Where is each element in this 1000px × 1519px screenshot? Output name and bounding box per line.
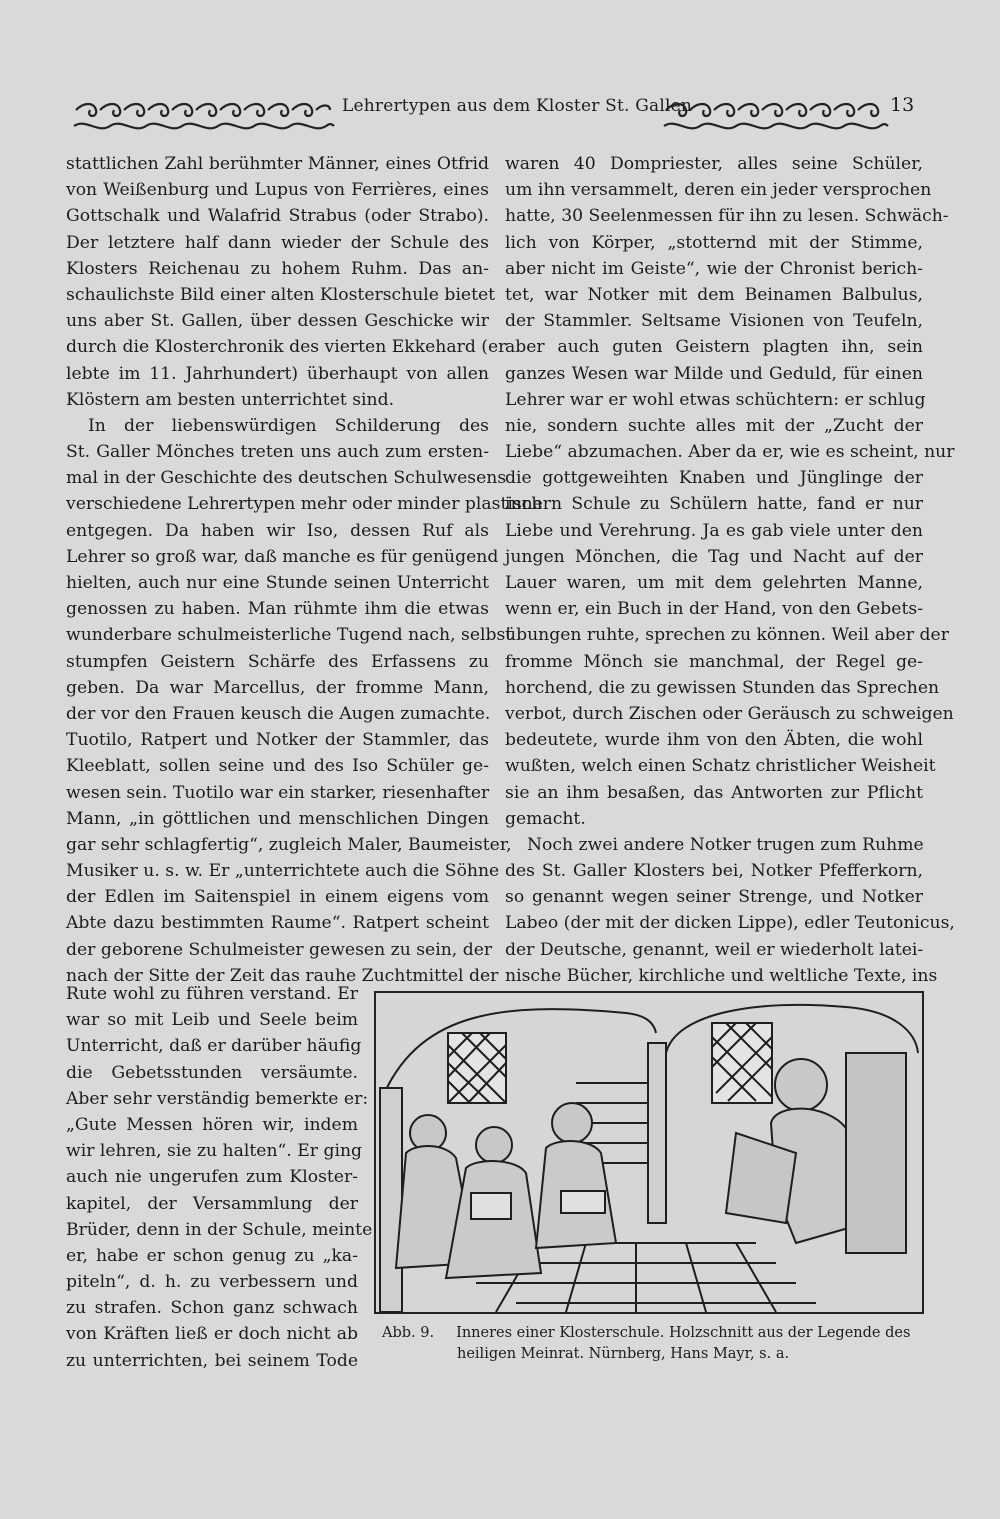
text-line: Unterricht, daß er darüber häufig (66, 1036, 362, 1057)
header-title: Lehrertypen aus dem Kloster St. Gallen (342, 96, 693, 116)
text-line: wir lehren, sie zu halten“. Er ging (66, 1141, 363, 1162)
text-line: durch die Klosterchronik des vierten Ekkehard (er (66, 337, 507, 358)
text-line: bedeutete, wurde ihm von den Äbten, die wohl (505, 730, 923, 751)
text-line: fromme Mönch sie manchmal, der Regel ge- (505, 651, 923, 672)
text-line: stumpfen Geistern Schärfe des Erfassens zu (66, 651, 489, 672)
text-line: Klosters Reichenau zu hohem Ruhm. Das an- (66, 258, 489, 279)
text-line: der geborene Schulmeister gewesen zu sein, der (66, 939, 493, 960)
left-column-text (66, 151, 543, 989)
text-line: auch nie ungerufen zum Kloster- (66, 1167, 358, 1188)
text-line: hatte, 30 Seelenmessen für ihn zu lesen. Schwäch- (505, 206, 949, 227)
figure-label: Abb. 9. (382, 1325, 435, 1341)
text-line: sie an ihm besaßen, das Antworten zur Pflicht (505, 782, 923, 803)
text-line: Rute wohl zu führen verstand. Er (66, 984, 358, 1004)
caption-line-1: Inneres einer Klosterschule. Holzschnitt aus der Legende des (456, 1325, 911, 1341)
text-line: aber auch guten Geistern plagten ihn, sein (505, 337, 923, 358)
text-line: Liebe und Verehrung. Ja es gab viele unter den (505, 520, 923, 541)
text-line: Klöstern am besten unterrichtet sind. (66, 389, 395, 410)
text-line: nische Bücher, kirchliche und weltliche Texte, ins (505, 965, 938, 986)
text-line: Musiker u. s. w. Er „unterrichtete auch die Söhne (66, 861, 500, 882)
text-line: aber nicht im Geiste“, wie der Chronist berich- (505, 258, 923, 279)
caption-line-2: heiligen Meinrat. Nürnberg, Hans Mayr, s. a. (457, 1346, 790, 1362)
text-line: nach der Sitte der Zeit das rauhe Zuchtmittel der (66, 965, 499, 986)
ornament-right-icon (662, 100, 888, 132)
text-line: Liebe“ abzumachen. Aber da er, wie es scheint, nur (505, 442, 955, 463)
text-line: von Weißenburg und Lupus von Ferrières, eines (66, 180, 489, 201)
text-line: hielten, auch nur eine Stunde seinen Unterricht (66, 573, 489, 593)
text-line: wesen sein. Tuotilo war ein starker, riesenhafter (66, 782, 490, 803)
text-line: mal in der Geschichte des deutschen Schulwesens (66, 468, 507, 489)
ornament-left-icon (72, 100, 334, 132)
text-line: geben. Da war Marcellus, der fromme Mann, (66, 677, 489, 698)
text-line: schaulichste Bild einer alten Klosterschule bietet (66, 284, 496, 305)
bottom-left-column-text (66, 981, 373, 1374)
text-line: der Stammler. Seltsame Visionen von Teufeln, (505, 311, 923, 332)
right-column-text (505, 151, 955, 989)
text-line: „Gute Messen hören wir, indem (66, 1114, 358, 1135)
text-line: stattlichen Zahl berühmter Männer, eines Otfrid (66, 154, 489, 174)
text-line: gar sehr schlagfertig“, zugleich Maler, Baumeister, (66, 834, 512, 855)
text-line: Der letztere half dann wieder der Schule des (66, 232, 489, 253)
text-line: Brüder, denn in der Schule, meinte (66, 1219, 373, 1240)
text-line: In der liebenswürdigen Schilderung des (88, 415, 489, 436)
text-line: piteln“, d. h. zu verbessern und (66, 1272, 358, 1293)
text-line: kapitel, der Versammlung der (66, 1193, 358, 1214)
text-line: Lehrer war er wohl etwas schüchtern: er schlug (505, 389, 926, 410)
text-line: innern Schule zu Schülern hatte, fand er nur (505, 494, 923, 515)
text-line: waren 40 Dompriester, alles seine Schüler, (505, 154, 923, 174)
running-header (72, 94, 928, 138)
text-line: wunderbare schulmeisterliche Tugend nach, selbst (66, 625, 513, 646)
text-line: zu strafen. Schon ganz schwach (66, 1298, 358, 1319)
text-line: uns aber St. Gallen, über dessen Geschicke wir (66, 311, 489, 332)
text-line: gemacht. (505, 808, 586, 829)
text-line: Labeo (der mit der dicken Lippe), edler Teutonicus, (505, 913, 955, 934)
text-line: die gottgeweihten Knaben und Jünglinge der (505, 468, 923, 489)
text-line: verbot, durch Zischen oder Geräusch zu schweigen (505, 703, 954, 724)
page-number: 13 (890, 94, 915, 116)
text-line: nie, sondern suchte alles mit der „Zucht der (505, 415, 923, 436)
text-line: Mann, „in göttlichen und menschlichen Dingen (66, 808, 489, 829)
woodcut-image-icon (376, 993, 922, 1312)
text-line: Abte dazu bestimmten Raume“. Ratpert scheint (66, 913, 489, 934)
text-line: wußten, welch einen Schatz christlicher Weisheit (505, 756, 936, 777)
text-line: er, habe er schon genug zu „ka- (66, 1245, 358, 1266)
text-line: Aber sehr verständig bemerkte er: (66, 1088, 369, 1109)
text-line: so genannt wegen seiner Strenge, und Notker (505, 887, 923, 908)
text-line: jungen Mönchen, die Tag und Nacht auf der (505, 546, 923, 567)
figure-caption (382, 1323, 922, 1365)
woodcut-illustration (374, 991, 924, 1314)
text-line: Lauer waren, um mit dem gelehrten Manne, (505, 573, 923, 593)
text-line: übungen ruhte, sprechen zu können. Weil aber der (505, 625, 949, 646)
text-line: Gottschalk und Walafrid Strabus (oder Strabo). (66, 206, 489, 227)
text-line: der Deutsche, genannt, weil er wiederholt latei- (505, 939, 924, 960)
text-line: lebte im 11. Jahrhundert) überhaupt von allen (66, 363, 489, 384)
text-line: genossen zu haben. Man rühmte ihm die etwas (66, 599, 489, 620)
text-line: um ihn versammelt, deren ein jeder versprochen (505, 180, 932, 201)
text-line: Lehrer so groß war, daß manche es für genügend (66, 546, 499, 567)
text-line: ganzes Wesen war Milde und Geduld, für einen (505, 363, 923, 384)
text-line: horchend, die zu gewissen Stunden das Sprechen (505, 677, 940, 698)
text-line: zu unterrichten, bei seinem Tode (66, 1350, 358, 1371)
text-line: Noch zwei andere Notker trugen zum Ruhme (527, 834, 924, 855)
text-line: entgegen. Da haben wir Iso, dessen Ruf als (66, 520, 489, 541)
text-line: Tuotilo, Ratpert und Notker der Stammler, das (66, 730, 489, 751)
text-line: des St. Galler Klosters bei, Notker Pfefferkorn, (505, 861, 923, 882)
text-line: verschiedene Lehrertypen mehr oder minder plastisch (66, 494, 543, 515)
text-line: wenn er, ein Buch in der Hand, von den Gebets- (505, 599, 923, 620)
text-line: der Edlen im Saitenspiel in einem eigens vom (66, 887, 489, 908)
text-line: St. Galler Mönches treten uns auch zum ersten- (66, 442, 489, 463)
text-line: die Gebetsstunden versäumte. (66, 1062, 358, 1083)
text-line: Kleeblatt, sollen seine und des Iso Schüler ge- (66, 756, 489, 777)
text-line: der vor den Frauen keusch die Augen zumachte. (66, 703, 491, 724)
text-line: von Kräften ließ er doch nicht ab (66, 1324, 358, 1345)
text-line: tet, war Notker mit dem Beinamen Balbulus, (505, 284, 923, 305)
text-line: war so mit Leib und Seele beim (66, 1010, 358, 1031)
text-line: lich von Körper, „stotternd mit der Stimme, (505, 232, 923, 253)
